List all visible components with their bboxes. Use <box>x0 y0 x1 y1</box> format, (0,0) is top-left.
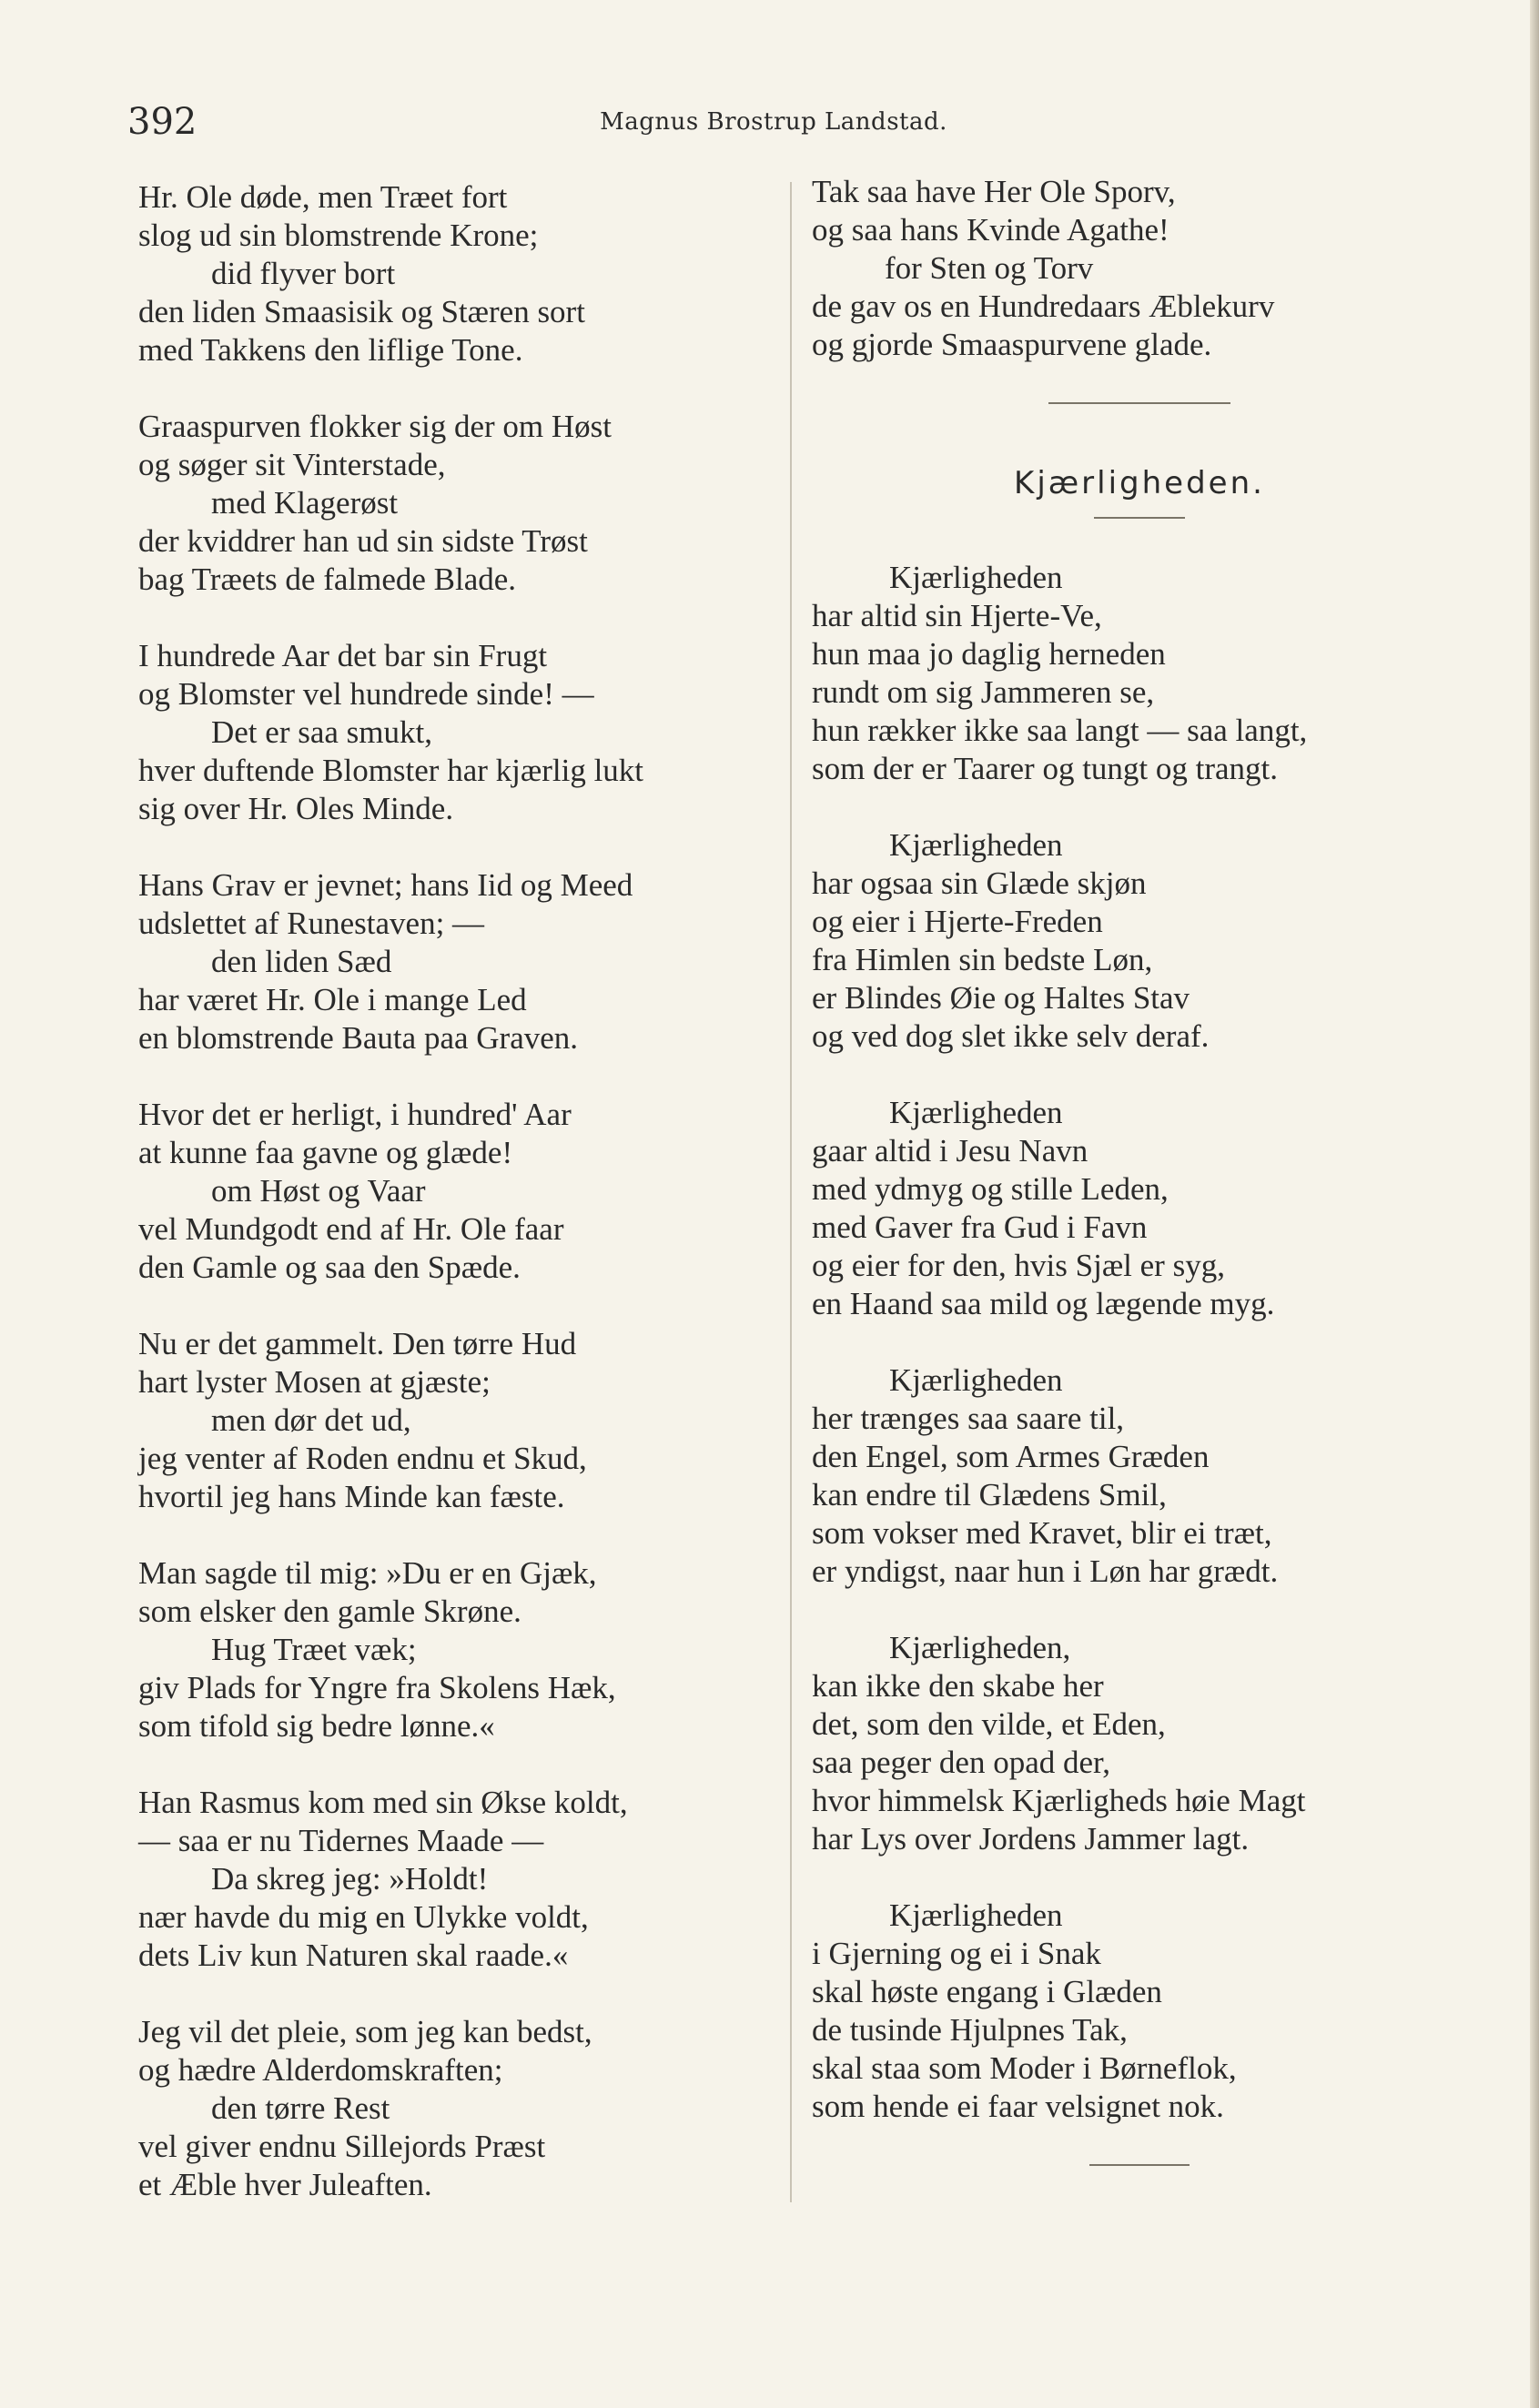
verse-line: kan ikke den skabe her <box>812 1668 1104 1704</box>
stanza <box>812 1897 1467 2126</box>
verse-line: og eier i Hjerte-Freden <box>812 904 1103 939</box>
verse-line: rundt om sig Jammeren se, <box>812 674 1155 710</box>
verse-line: giv Plads for Yngre fra Skolens Hæk, <box>138 1670 616 1705</box>
verse-line: den Gamle og saa den Spæde. <box>138 1250 521 1285</box>
verse-line: Hug Træet væk; <box>211 1632 417 1667</box>
stanza <box>138 2013 794 2204</box>
verse-line: Man sagde til mig: »Du er en Gjæk, <box>138 1555 597 1591</box>
running-head: Magnus Brostrup Landstad. <box>600 108 947 136</box>
verse-line: Tak saa have Her Ole Sporv, <box>812 174 1176 209</box>
verse-line: I hundrede Aar det bar sin Frugt <box>138 638 548 673</box>
poem-body <box>812 559 1467 2126</box>
verse-line: et Æble hver Juleaften. <box>138 2167 432 2202</box>
verse-line: de tusinde Hjulpnes Tak, <box>812 2012 1128 2048</box>
verse-line: Det er saa smukt, <box>211 714 432 750</box>
verse-line: med Klagerøst <box>211 485 399 521</box>
verse-line: er Blindes Øie og Haltes Stav <box>812 980 1190 1016</box>
poem-title: Kjærligheden. <box>1014 465 1265 501</box>
verse-line: hart lyster Mosen at gjæste; <box>138 1364 491 1400</box>
verse-line: hun maa jo daglig herneden <box>812 636 1166 672</box>
page-edge <box>1530 0 1539 2408</box>
verse-line: Jeg vil det pleie, som jeg kan bedst, <box>138 2014 592 2049</box>
page-header <box>127 98 1420 153</box>
verse-line: det, som den vilde, et Eden, <box>812 1706 1166 1742</box>
stanza <box>812 1629 1467 1858</box>
verse-line: har Lys over Jordens Jammer lagt. <box>812 1821 1250 1857</box>
verse-line: den tørre Rest <box>211 2090 390 2126</box>
verse-line: for Sten og Torv <box>885 250 1094 286</box>
verse-line: med Takkens den liflige Tone. <box>138 332 523 368</box>
verse-line: og ved dog slet ikke selv deraf. <box>812 1018 1210 1054</box>
stanza <box>138 1554 794 1745</box>
verse-line: har ogsaa sin Glæde skjøn <box>812 865 1147 901</box>
verse-line: Kjærligheden <box>889 827 1063 863</box>
verse-line: fra Himlen sin bedste Løn, <box>812 942 1153 977</box>
verse-line: som tifold sig bedre lønne.« <box>138 1708 495 1744</box>
verse-line: vel giver endnu Sillejords Præst <box>138 2129 546 2164</box>
verse-line: Kjærligheden <box>889 1897 1063 1933</box>
verse-line: kan endre til Glædens Smil, <box>812 1477 1167 1513</box>
title-rule <box>1094 517 1185 519</box>
right-column <box>812 173 1467 2166</box>
verse-line: skal høste engang i Glæden <box>812 1974 1162 2009</box>
verse-line: Kjærligheden <box>889 1362 1063 1398</box>
end-rule <box>1089 2164 1190 2166</box>
stanza <box>812 559 1467 788</box>
verse-line: en Haand saa mild og lægende myg. <box>812 1286 1275 1321</box>
verse-line: Nu er det gammelt. Den tørre Hud <box>138 1326 577 1361</box>
verse-line: og søger sit Vinterstade, <box>138 447 446 482</box>
opening-stanza <box>812 173 1467 364</box>
verse-line: vel Mundgodt end af Hr. Ole faar <box>138 1211 564 1247</box>
stanza <box>138 178 794 369</box>
verse-line: har altid sin Hjerte-Ve, <box>812 598 1102 633</box>
verse-line: Graaspurven flokker sig der om Høst <box>138 409 613 444</box>
verse-line: her trænges saa saare til, <box>812 1401 1125 1436</box>
stanza <box>138 866 794 1057</box>
stanza <box>812 1361 1467 1591</box>
stanza <box>138 1096 794 1287</box>
verse-line: med ydmyg og stille Leden, <box>812 1171 1169 1207</box>
verse-line: bag Træets de falmede Blade. <box>138 562 517 597</box>
verse-line: der kviddrer han ud sin sidste Trøst <box>138 523 588 559</box>
verse-line: den Engel, som Armes Græden <box>812 1439 1210 1474</box>
verse-line: og saa hans Kvinde Agathe! <box>812 212 1169 248</box>
verse-line: om Høst og Vaar <box>211 1173 426 1209</box>
verse-line: gaar altid i Jesu Navn <box>812 1133 1088 1169</box>
stanza <box>138 637 794 828</box>
verse-line: Han Rasmus kom med sin Økse koldt, <box>138 1785 628 1820</box>
verse-line: og eier for den, hvis Sjæl er syg, <box>812 1248 1225 1283</box>
verse-line: i Gjerning og ei i Snak <box>812 1936 1101 1971</box>
verse-line: saa peger den opad der, <box>812 1745 1111 1780</box>
left-column <box>138 178 794 2242</box>
verse-line: med Gaver fra Gud i Favn <box>812 1209 1148 1245</box>
verse-line: Hvor det er herligt, i hundred' Aar <box>138 1097 572 1132</box>
verse-line: hver duftende Blomster har kjærlig lukt <box>138 753 644 788</box>
verse-line: Kjærligheden <box>889 560 1063 595</box>
verse-line: at kunne faa gavne og glæde! <box>138 1135 513 1170</box>
verse-line: har været Hr. Ole i mange Led <box>138 982 527 1017</box>
verse-line: Kjærligheden, <box>889 1630 1071 1665</box>
verse-line: og Blomster vel hundrede sinde! — <box>138 676 594 712</box>
stanza <box>138 408 794 599</box>
verse-line: de gav os en Hundredaars Æblekurv <box>812 288 1275 324</box>
verse-line: skal staa som Moder i Børneflok, <box>812 2050 1237 2086</box>
verse-line: hvortil jeg hans Minde kan fæste. <box>138 1479 565 1514</box>
stanza <box>812 1094 1467 1323</box>
verse-line: hvor himmelsk Kjærligheds høie Magt <box>812 1783 1306 1818</box>
verse-line: dets Liv kun Naturen skal raade.« <box>138 1938 569 1973</box>
verse-line: Da skreg jeg: »Holdt! <box>211 1861 489 1897</box>
stanza <box>138 1784 794 1975</box>
verse-line: er yndigst, naar hun i Løn har grædt. <box>812 1553 1279 1589</box>
verse-line: udslettet af Runestaven; — <box>138 906 485 941</box>
verse-line: slog ud sin blomstrende Krone; <box>138 218 539 253</box>
page-number: 392 <box>127 101 197 143</box>
section-rule <box>1048 402 1230 404</box>
verse-line: Kjærligheden <box>889 1095 1063 1130</box>
verse-line: den liden Sæd <box>211 944 392 979</box>
stanza <box>812 826 1467 1056</box>
verse-line: som vokser med Kravet, blir ei træt, <box>812 1515 1272 1551</box>
verse-line: jeg venter af Roden endnu et Skud, <box>138 1441 587 1476</box>
verse-line: did flyver bort <box>211 256 396 291</box>
verse-line: Hans Grav er jevnet; hans Iid og Meed <box>138 867 633 903</box>
verse-line: den liden Smaasisik og Stæren sort <box>138 294 585 329</box>
verse-line: — saa er nu Tidernes Maade — <box>138 1823 544 1858</box>
verse-line: men dør det ud, <box>211 1402 411 1438</box>
verse-line: og gjorde Smaaspurvene glade. <box>812 327 1212 362</box>
verse-line: hun rækker ikke saa langt — saa langt, <box>812 713 1308 748</box>
verse-line: som elsker den gamle Skrøne. <box>138 1594 521 1629</box>
verse-line: nær havde du mig en Ulykke voldt, <box>138 1899 589 1935</box>
verse-line: som hende ei faar velsignet nok. <box>812 2089 1224 2124</box>
verse-line: en blomstrende Bauta paa Graven. <box>138 1020 579 1056</box>
verse-line: sig over Hr. Oles Minde. <box>138 791 454 826</box>
verse-line: og hædre Alderdomskraften; <box>138 2052 503 2088</box>
verse-line: Hr. Ole døde, men Træet fort <box>138 179 508 215</box>
stanza <box>138 1325 794 1516</box>
verse-line: som der er Taarer og tungt og trangt. <box>812 751 1279 786</box>
